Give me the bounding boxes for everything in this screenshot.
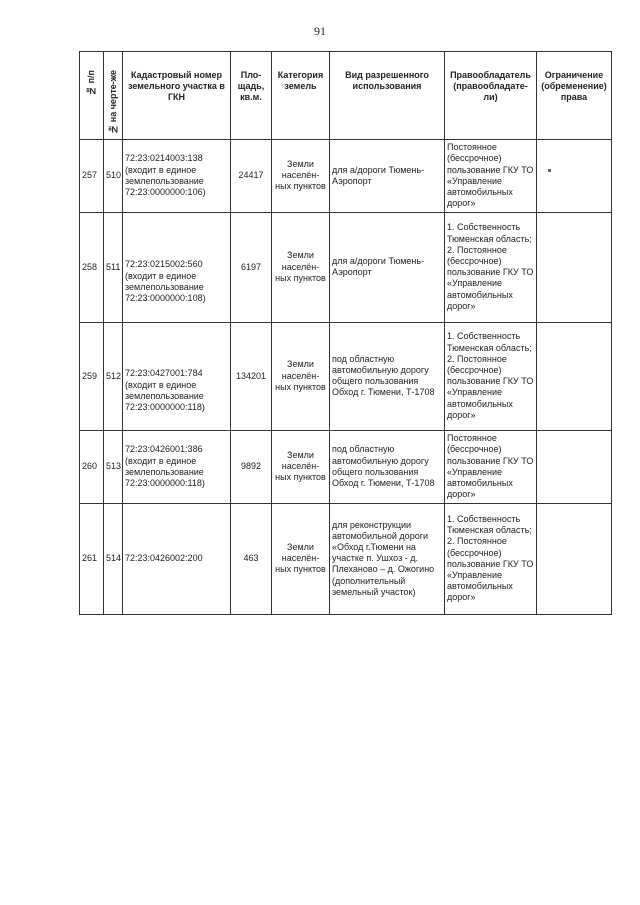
row-use: под областную автомобильную дорогу общего пользования Обход г. Тюмени, Т-1708 (330, 430, 445, 503)
row-num: 258 (80, 212, 104, 322)
row-cadastral: 72:23:0215002:560 (входит в единое землепользование 72:23:0000000:108) (123, 212, 231, 322)
land-plots-table (79, 51, 612, 615)
row-owner: 1. Собственность Тюменская область; 2. Постоянное (бессрочное) пользование ГКУ ТО «Управление автомобильных дорог» (445, 212, 537, 322)
table-row (80, 430, 612, 503)
row-drawing-num: 510 (104, 139, 123, 212)
row-use: для а/дороги Тюмень-Аэропорт (330, 139, 445, 212)
header-drawing-num: № на черте-же (104, 52, 123, 140)
header-area: Пло-щадь, кв.м. (231, 52, 272, 140)
header-restriction: Ограничение (обременение) права (537, 52, 612, 140)
header-num: № п/п (80, 52, 104, 140)
header-cadastral: Кадастровый номер земельного участка в ГКН (123, 52, 231, 140)
row-drawing-num: 511 (104, 212, 123, 322)
row-category: Земли населён-ных пунктов (272, 503, 330, 614)
scan-mark (548, 169, 551, 172)
row-owner: Постоянное (бессрочное) пользование ГКУ ТО «Управление автомобильных дорог» (445, 139, 537, 212)
row-num: 260 (80, 430, 104, 503)
table-row (80, 503, 612, 614)
row-area: 9892 (231, 430, 272, 503)
table-row (80, 322, 612, 430)
header-owner: Правообладатель (правообладате-ли) (445, 52, 537, 140)
table-row (80, 212, 612, 322)
table-header-row (80, 52, 612, 140)
row-drawing-num: 513 (104, 430, 123, 503)
row-owner: 1. Собственность Тюменская область; 2. Постоянное (бессрочное) пользование ГКУ ТО «Управление автомобильных дорог» (445, 322, 537, 430)
row-restriction (537, 503, 612, 614)
row-num: 259 (80, 322, 104, 430)
row-drawing-num: 512 (104, 322, 123, 430)
row-cadastral: 72:23:0426002:200 (123, 503, 231, 614)
row-use: под областную автомобильную дорогу общего пользования Обход г. Тюмени, Т-1708 (330, 322, 445, 430)
row-category: Земли населён-ных пунктов (272, 322, 330, 430)
row-restriction (537, 430, 612, 503)
row-area: 24417 (231, 139, 272, 212)
row-area: 6197 (231, 212, 272, 322)
table-row (80, 139, 612, 212)
row-cadastral: 72:23:0426001:386 (входит в единое землепользование 72:23:0000000:118) (123, 430, 231, 503)
row-restriction (537, 139, 612, 212)
row-restriction (537, 322, 612, 430)
row-owner: 1. Собственность Тюменская область; 2. Постоянное (бессрочное) пользование ГКУ ТО «Управление автомобильных дорог» (445, 503, 537, 614)
row-cadastral: 72:23:0214003:138 (входит в единое землепользование 72:23:0000000:106) (123, 139, 231, 212)
header-category: Категория земель (272, 52, 330, 140)
row-drawing-num: 514 (104, 503, 123, 614)
row-area: 463 (231, 503, 272, 614)
row-num: 261 (80, 503, 104, 614)
row-cadastral: 72:23:0427001:784 (входит в единое землепользование 72:23:0000000:118) (123, 322, 231, 430)
row-area: 134201 (231, 322, 272, 430)
page-number: 91 (314, 24, 326, 38)
row-owner: Постоянное (бессрочное) пользование ГКУ ТО «Управление автомобильных дорог» (445, 430, 537, 503)
row-use: для реконструкции автомобильной дороги «Обход г.Тюмени на участке п. Ушхоз - д. Плеханово – д. Ожогино (дополнительный земельный участок) (330, 503, 445, 614)
row-category: Земли населён-ных пунктов (272, 430, 330, 503)
row-use: для а/дороги Тюмень-Аэропорт (330, 212, 445, 322)
row-category: Земли населён-ных пунктов (272, 139, 330, 212)
row-restriction (537, 212, 612, 322)
row-category: Земли населён-ных пунктов (272, 212, 330, 322)
header-use: Вид разрешенного использования (330, 52, 445, 140)
row-num: 257 (80, 139, 104, 212)
